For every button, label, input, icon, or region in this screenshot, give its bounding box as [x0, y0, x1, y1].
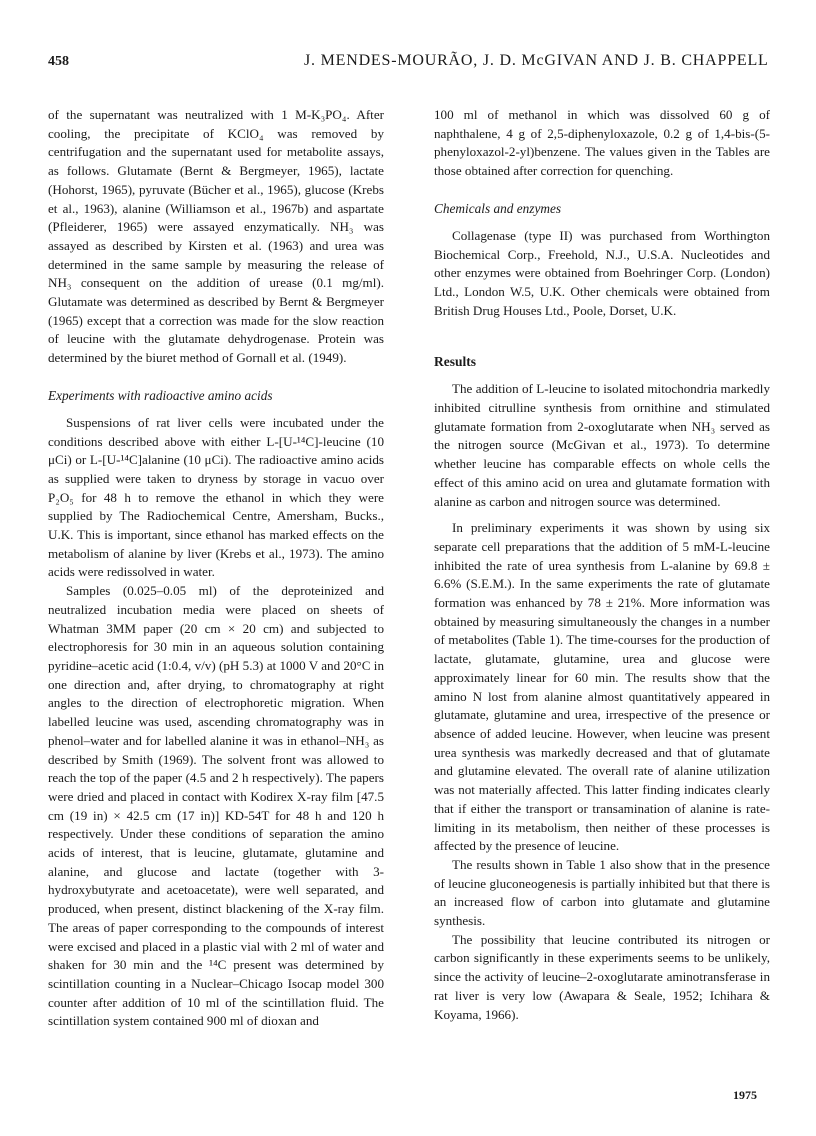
methods-paragraph-suspensions: Suspensions of rat liver cells were incubated under the conditions described above with either L-[U-¹⁴C]-leucine (10 μCi) or L-[U-¹⁴C]alanine (10 μCi). The radioactive amino acids as supplied were taken to dryness by storage in vacuo over P₂O₅ for 48 h to remove the ethanol in which they were supplied by The Radiochemical Centre, Amersham, Bucks., U.K. This is important, since ethanol has marked effects on the metabolism of alanine by liver (Krebs et al., 1973). The amino acids were redissolved in water. — [48, 414, 384, 580]
page-number: 458 — [48, 54, 69, 69]
results-paragraph-leucine-contribution: The possibility that leucine contributed its nitrogen or carbon significantly in these experiments seems to be unlikely, since the activity of leucine–2-oxoglutarate aminotransferase in rat liver is very low (Awapara & Seale, 1952; Ichihara & Koyama, 1966). — [434, 931, 770, 1022]
chemicals-paragraph: Collagenase (type II) was purchased from Worthington Biochemical Corp., Freehold, N.J., U.S.A. Nucleotides and other enzymes were obtained from Boehringer Corp. (London) Ltd., London W.5, U.K. Other chemicals were obtained from British Drug Houses Ltd., Poole, Dorset, U.K. — [434, 227, 770, 318]
running-head-authors: J. MENDES-MOURÃO, J. D. McGIVAN AND J. B. CHAPPELL — [304, 52, 769, 69]
left-column — [48, 106, 384, 1031]
section-heading-radioactive-amino-acids: Experiments with radioactive amino acids — [48, 387, 273, 403]
results-paragraph-gluconeogenesis: The results shown in Table 1 also show that in the presence of leucine gluconeogenesis is partially inhibited but that there is an increased flow of carbon into glutamate and glutamine synthesis. — [434, 856, 770, 929]
journal-year-code: 1975 — [733, 1088, 757, 1102]
results-paragraph-leucine-addition: The addition of L-leucine to isolated mitochondria markedly inhibited citrulline synthesis from ornithine and stimulated glutamate formation from 2-oxoglutarate when NH₃ served as the nitrogen source (McGivan et al., 1973). To determine whether leucine has comparable effects on whole cells the effect of this amino acid on urea and glutamate formation with alanine as carbon and nitrogen source was determined. — [434, 381, 770, 509]
section-heading-chemicals-enzymes: Chemicals and enzymes — [434, 200, 562, 216]
methods-paragraph-electrophoresis: Samples (0.025–0.05 ml) of the deproteinized and neutralized incubation media were placed on sheets of Whatman 3MM paper (20 cm × 20 cm) and subjected to electrophoresis for 30 min in an aqueous solution containing pyridine–acetic acid (1:0.4, v/v) (pH 5.3) at 1000 V and 20°C in one direction and, after drying, to chromatography at right angles to the direction of electrophoretic migration. When labelled leucine was used, ascending chromatography was in phenol–water and for labelled alanine it was in ethanol–NH₃ as described by Smith (1969). The solvent front was allowed to reach the top of the paper (4.5 and 2 h respectively). The papers were dried and placed in contact with Kodirex X-ray film [47.5 cm (19 in) × 42.5 cm (17 in)] KD-54T for 48 h and 120 h respectively. Under these conditions of separation the amino acids of interest, that is leucine, glutamate, glutamine and alanine, and glucose and lactate (together with 3-hydroxybutyrate and acetoacetate), were well separated, and produced, when present, distinct blackening of the X-ray film. The areas of paper corresponding to the compounds of interest were excised and placed in a plastic vial with 2 ml of water and shaken for 30 min and the ¹⁴C present was determined by scintillation counting in a Nuclear–Chicago Isocap model 300 counter after addition of 10 ml of the scintillation fluid. The scintillation system contained 900 ml of dioxan and — [48, 583, 384, 1029]
section-heading-results: Results — [434, 354, 477, 370]
results-paragraph-preliminary-experiments: In preliminary experiments it was shown by using six separate cell preparations that the addition of 5 mM-L-leucine inhibited the rate of urea synthesis from L-alanine by 69.8 ± 6.6% (S.E.M.). In the same experiments the rate of glutamate formation was enhanced by 78 ± 21%. More information was obtained by measuring simultaneously the changes in a number of metabolites (Table 1). The time-courses for the production of lactate, glutamate, glutamine, urea and glucose were approximately linear for 60 min. The results show that the amino N lost from alanine almost quantitatively appeared in glutamate, glutamine and urea, irrespective of the presence or absence of added leucine. However, when leucine was present urea synthesis was markedly decreased and that of glutamate and glutamine elevated. The overall rate of alanine utilization was not materially affected. This latter finding indicates clearly that if either the transport or transamination of alanine is rate-limiting in its metabolism, then neither of these processes is affected by the presence of leucine. — [434, 520, 770, 854]
right-column — [434, 106, 770, 1024]
methods-paragraph-metabolite-assays: of the supernatant was neutralized with 1 M-K₃PO₄. After cooling, the precipitate of KClO₄ was removed by centrifugation and the supernatant used for metabolite assays, as follows. Glutamate (Bernt & Bergmeyer, 1965), lactate (Hohorst, 1965), pyruvate (Bücher et al., 1965), glucose (Krebs et al., 1963), alanine (Williamson et al., 1967b) and aspartate (Pfleiderer, 1965) were assayed enzymatically. NH₃ was assayed as described by Kirsten et al. (1963) and urea was determined in the same sample by measuring the release of NH₃ consequent on the addition of urease (0.1 mg/ml). Glutamate was determined as described by Bernt & Bergmeyer (1965) except that a correction was made for the slow reaction of leucine with the glutamate dehydrogenase. Protein was determined by the biuret method of Gornall et al. (1949). — [48, 107, 384, 366]
methods-paragraph-scintillation: 100 ml of methanol in which was dissolved 60 g of naphthalene, 4 g of 2,5-diphenyloxazole, 0.2 g of 1,4-bis-(5-phenyloxazol-2-yl)benzene. The values given in the Tables are those obtained after correction for quenching. — [434, 107, 770, 179]
